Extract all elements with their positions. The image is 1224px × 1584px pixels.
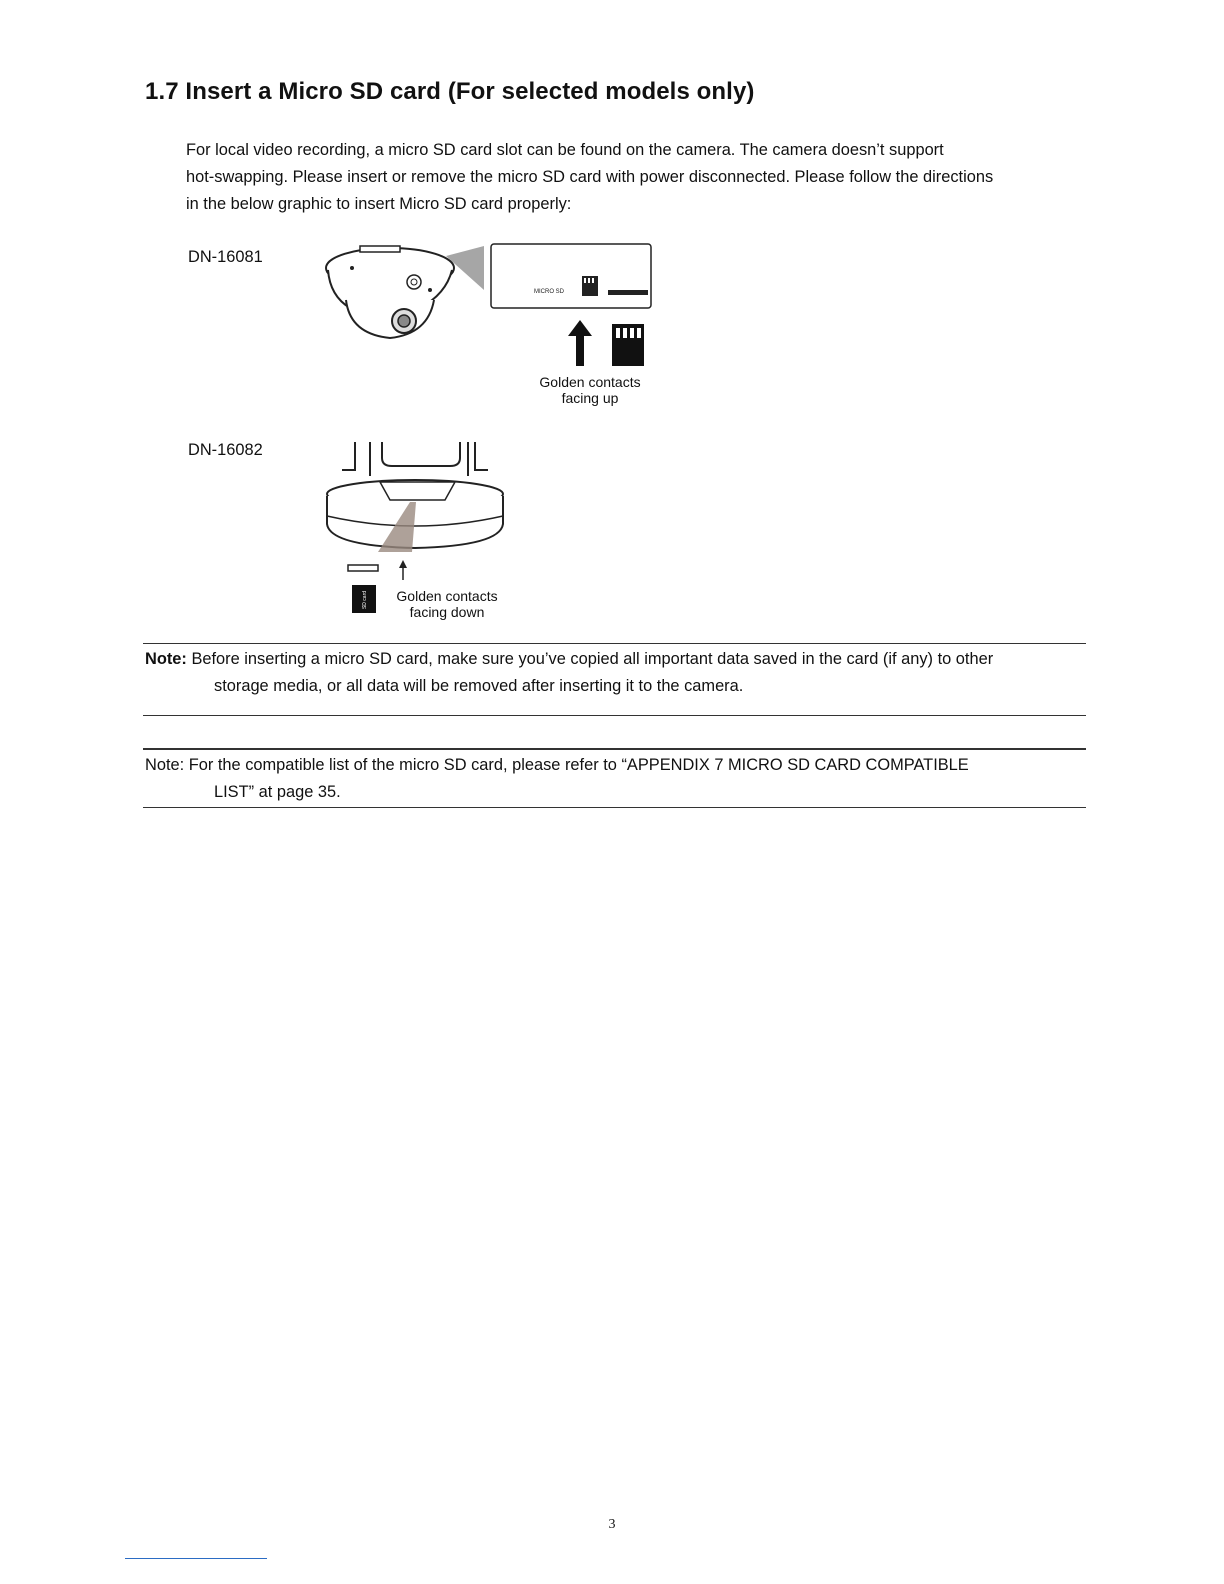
caption-dn16081	[520, 374, 660, 406]
divider	[143, 807, 1086, 808]
model-label-dn16081: DN-16081	[188, 248, 263, 266]
caption-line: Golden contacts	[396, 588, 498, 604]
note-label: Note:	[145, 650, 187, 668]
note-compatible-list	[145, 752, 1090, 806]
section-heading: 1.7 Insert a Micro SD card (For selected models only)	[145, 78, 755, 105]
caption-dn16082	[385, 588, 509, 620]
note-text: Before inserting a micro SD card, make sure you’ve copied all important data saved in the card (if any) to other	[186, 650, 994, 668]
caption-line: facing down	[409, 604, 485, 620]
divider	[143, 715, 1086, 716]
note-text: LIST” at page 35.	[214, 783, 341, 801]
intro-line: hot-swapping. Please insert or remove the micro SD card with power disconnected. Please follow the directions	[186, 168, 994, 186]
intro-line: For local video recording, a micro SD card slot can be found on the camera. The camera doesn’t support	[186, 141, 944, 159]
note-text: storage media, or all data will be removed after inserting it to the camera.	[214, 677, 744, 695]
sd-card-label: SD card	[362, 590, 368, 610]
divider	[143, 643, 1086, 644]
intro-paragraph	[186, 137, 1096, 218]
divider	[143, 748, 1086, 750]
note-text: Note: For the compatible list of the micro SD card, please refer to “APPENDIX 7 MICRO SD CARD COMPATIBLE	[145, 756, 969, 774]
slot-label: MICRO SD	[534, 289, 564, 295]
footer-rule	[125, 1558, 267, 1559]
page-number: 3	[608, 1517, 616, 1532]
caption-line: facing up	[561, 390, 619, 406]
model-label-dn16082: DN-16082	[188, 441, 263, 459]
caption-line: Golden contacts	[539, 374, 641, 390]
intro-line: in the below graphic to insert Micro SD card properly:	[186, 195, 572, 213]
arrow-and-microsd-card-icon	[560, 318, 650, 370]
note-warning	[145, 646, 1090, 700]
